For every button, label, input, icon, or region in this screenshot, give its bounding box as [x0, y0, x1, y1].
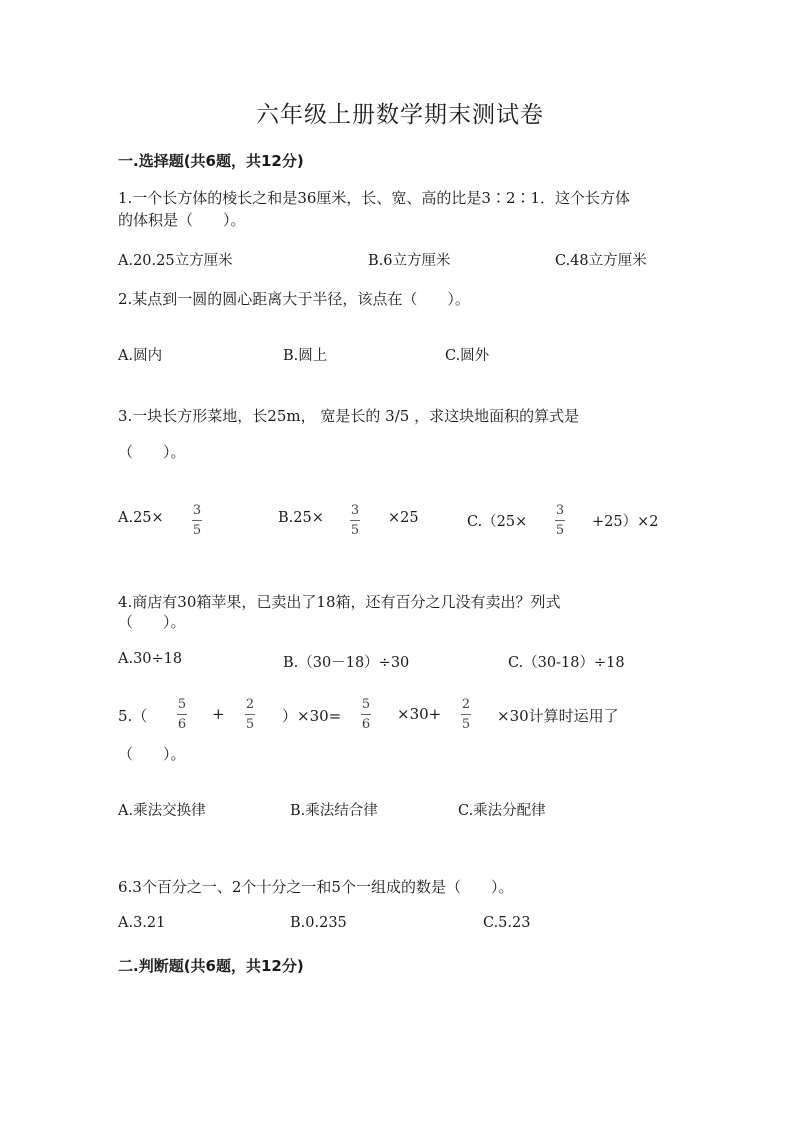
- question-3-option-c-fraction: [555, 503, 565, 538]
- question-1-option-b: B.6立方厘米: [368, 253, 451, 269]
- question-3-option-b-fraction: [350, 503, 360, 538]
- question-1-line2: 的体积是（ ）。: [118, 211, 246, 229]
- question-6-option-b: B.0.235: [290, 915, 347, 931]
- fraction-denominator: 5: [192, 523, 202, 538]
- question-5-fraction-3: [361, 697, 371, 732]
- page-title: 六年级上册数学期末测试卷: [256, 102, 544, 128]
- question-3-option-b-suffix: ×25: [388, 510, 419, 526]
- question-4-line2: （ ）。: [118, 613, 186, 631]
- fraction-denominator: 5: [555, 523, 565, 538]
- question-4-option-b: B.（30－18）÷30: [283, 655, 410, 671]
- question-3-option-b-prefix: B.25×: [278, 510, 324, 526]
- fraction-numerator: 2: [461, 697, 471, 712]
- fraction-denominator: 5: [350, 523, 360, 538]
- question-5-fraction-2: [245, 697, 255, 732]
- question-6-option-a: A.3.21: [118, 915, 166, 931]
- question-5-fraction-4: [461, 697, 471, 732]
- question-1-option-a: A.20.25立方厘米: [118, 253, 233, 269]
- fraction-numerator: 3: [555, 503, 565, 518]
- fraction-numerator: 5: [361, 697, 371, 712]
- fraction-denominator: 6: [177, 717, 187, 732]
- question-5-option-b: B.乘法结合律: [290, 803, 378, 819]
- question-1-line1: 1.一个长方体的棱长之和是36厘米，长、宽、高的比是3∶2∶1．这个长方体: [118, 189, 631, 207]
- question-5-middle-2: ×30+: [397, 705, 442, 723]
- fraction-denominator: 6: [361, 717, 371, 732]
- question-3-option-c-prefix: C.（25×: [467, 514, 528, 530]
- question-3-line2: （ ）。: [118, 443, 186, 461]
- question-4-option-a: A.30÷18: [118, 651, 183, 667]
- question-2-text: 2.某点到一圆的圆心距离大于半径，该点在（ ）。: [118, 290, 470, 308]
- question-5-suffix: ×30计算时运用了: [497, 707, 619, 725]
- fraction-numerator: 3: [350, 503, 360, 518]
- question-4-option-c: C.（30-18）÷18: [508, 655, 625, 671]
- question-5-option-c: C.乘法分配律: [458, 803, 546, 819]
- question-2-option-c: C.圆外: [445, 348, 490, 364]
- question-5-fraction-1: [177, 697, 187, 732]
- fraction-denominator: 5: [245, 717, 255, 732]
- question-5-middle: ）×30=: [282, 707, 342, 725]
- question-5-plus: +: [212, 705, 225, 723]
- question-3-option-c-suffix: +25）×2: [592, 514, 659, 530]
- question-3-option-a-fraction: [192, 503, 202, 538]
- question-3-option-a-prefix: A.25×: [118, 510, 164, 526]
- question-5-line2: （ ）。: [118, 745, 186, 763]
- fraction-numerator: 5: [177, 697, 187, 712]
- question-3-line1: 3.一块长方形菜地，长25m， 宽是长的 3/5 ，求这块地面积的算式是: [118, 407, 580, 425]
- question-6-option-c: C.5.23: [483, 915, 531, 931]
- question-6-text: 6.3个百分之一、2个十分之一和5个一组成的数是（ ）。: [118, 878, 514, 896]
- question-5-option-a: A.乘法交换律: [118, 803, 206, 819]
- question-2-option-a: A.圆内: [118, 348, 163, 364]
- question-5-prefix: 5.（: [118, 707, 148, 725]
- fraction-denominator: 5: [461, 717, 471, 732]
- question-1-option-c: C.48立方厘米: [555, 253, 647, 269]
- section-heading-judgment: 二.判断题(共6题，共12分): [118, 957, 304, 975]
- question-4-line1: 4.商店有30箱苹果，已卖出了18箱，还有百分之几没有卖出？列式: [118, 593, 561, 611]
- fraction-numerator: 3: [192, 503, 202, 518]
- section-heading-choice: 一.选择题(共6题，共12分): [118, 152, 304, 170]
- question-2-option-b: B.圆上: [283, 348, 328, 364]
- fraction-numerator: 2: [245, 697, 255, 712]
